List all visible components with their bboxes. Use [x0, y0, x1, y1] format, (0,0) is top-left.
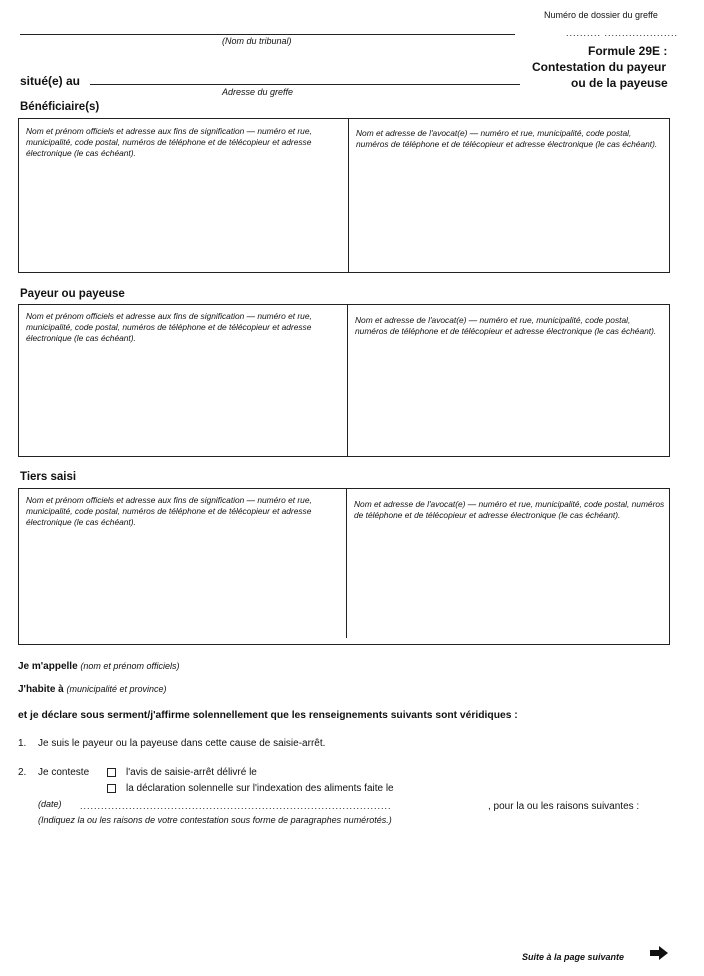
garnishee-box	[18, 488, 670, 645]
column-divider	[346, 489, 347, 638]
name-hint: (nom et prénom officiels)	[80, 661, 180, 671]
beneficiary-name-field[interactable]: Nom et prénom officiels et adresse aux fins de signification — numéro et rue, municipalité, code postal, numéros de téléphone et de télécopieur et adresse électronique (le cas échéant).	[26, 126, 312, 158]
column-divider	[348, 119, 349, 272]
beneficiary-box	[18, 118, 670, 273]
residence-hint: (municipalité et province)	[66, 684, 167, 694]
situated-label: situé(e) au	[20, 74, 81, 88]
option-notice[interactable]	[107, 767, 257, 778]
continued-label: Suite à la page suivante	[522, 952, 625, 962]
item2-intro: Je conteste	[38, 767, 90, 778]
garnishee-lawyer-field[interactable]: Nom et adresse de l'avocat(e) — numéro et rue, municipalité, code postal, numéros de téléphone et de télécopieur et adresse électronique (le cas échéant).	[354, 499, 665, 520]
file-number-field[interactable]: .......... .....................	[566, 28, 679, 38]
option-notice-label: l'avis de saisie-arrêt délivré le	[126, 767, 257, 778]
court-name-label: (Nom du tribunal)	[222, 36, 292, 46]
oath-statement: et je déclare sous serment/j'affirme solennellement que les renseignements suivants sont véridiques :	[18, 710, 518, 721]
court-name-line[interactable]	[20, 34, 515, 35]
garnishee-name-field[interactable]: Nom et prénom officiels et adresse aux fins de signification — numéro et rue, municipalité, code postal, numéros de téléphone et de télécopieur et adresse électronique (le cas échéant).	[26, 495, 312, 527]
beneficiary-lawyer-field[interactable]: Nom et adresse de l'avocat(e) — numéro et rue, municipalité, code postal, numéros de téléphone et de télécopieur et adresse électronique (le cas échéant).	[356, 128, 658, 149]
date-field[interactable]: .........................................................................................	[80, 801, 392, 811]
payor-name-field[interactable]: Nom et prénom officiels et adresse aux fins de signification — numéro et rue, municipalité, code postal, numéros de téléphone et de télécopieur et adresse électronique (le cas échéant).	[26, 311, 312, 343]
column-divider	[347, 305, 348, 456]
item2-number: 2.	[18, 767, 27, 778]
section-title-beneficiary: Bénéficiaire(s)	[20, 101, 100, 113]
file-number-label: Numéro de dossier du greffe	[544, 10, 658, 20]
payor-box	[18, 304, 670, 457]
section-title-payor: Payeur ou payeuse	[20, 288, 125, 300]
registry-address-line[interactable]	[90, 84, 520, 85]
residence-line[interactable]	[18, 684, 167, 695]
name-line[interactable]	[18, 661, 179, 672]
reasons-text: , pour la ou les raisons suivantes :	[488, 801, 640, 812]
name-label: Je m'appelle	[18, 661, 78, 672]
form-title-line2: ou de la payeuse	[571, 76, 668, 90]
reasons-hint: (Indiquez la ou les raisons de votre contestation sous forme de paragraphes numérotés.)	[38, 815, 392, 825]
registry-address-label: Adresse du greffe	[222, 87, 294, 97]
checkbox-notice[interactable]	[107, 768, 116, 777]
right-arrow-icon	[650, 946, 668, 965]
option-declaration[interactable]	[107, 783, 394, 794]
option-declaration-label: la déclaration solennelle sur l'indexation des aliments faite le	[126, 783, 394, 794]
section-title-garnishee: Tiers saisi	[20, 471, 77, 483]
item1-number: 1.	[18, 738, 27, 749]
item1-text: Je suis le payeur ou la payeuse dans cette cause de saisie-arrêt.	[38, 738, 326, 749]
checkbox-declaration[interactable]	[107, 784, 116, 793]
date-label: (date)	[38, 799, 62, 809]
residence-label: J'habite à	[18, 684, 64, 695]
form-title-line1: Contestation du payeur	[532, 60, 667, 74]
form-number: Formule 29E :	[588, 44, 668, 58]
payor-lawyer-field[interactable]: Nom et adresse de l'avocat(e) — numéro et rue, municipalité, code postal, numéros de téléphone et de télécopieur et adresse électronique (le cas échéant).	[355, 315, 657, 336]
